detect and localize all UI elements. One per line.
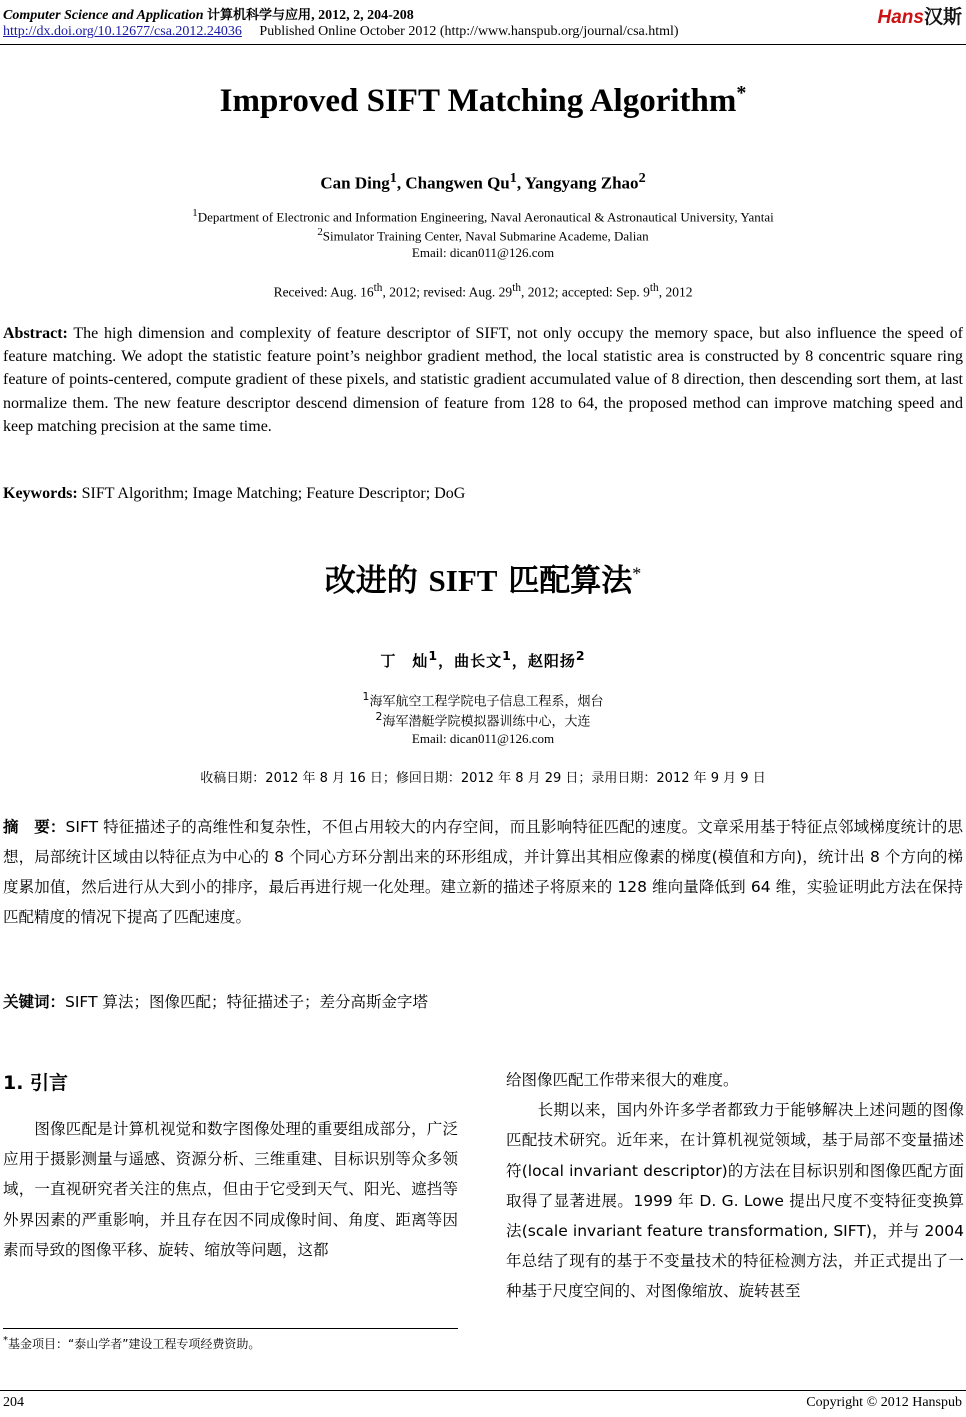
aff-sup: 1	[192, 207, 198, 219]
english-abstract	[3, 322, 963, 438]
english-affiliation-2	[0, 226, 966, 244]
english-title-text: Improved SIFT Matching Algorithm	[219, 83, 737, 119]
logo-cn: 汉斯	[923, 7, 962, 28]
hans-logo	[878, 2, 962, 29]
chinese-affiliation-2: $^2$海军潜艇学院模拟器训练中心，大连	[375, 710, 591, 730]
author-name: Changwen Qu	[405, 173, 510, 193]
journal-name-cn: 计算机科学与应用	[207, 8, 312, 23]
author-sup: 1	[509, 170, 517, 186]
author-sep: ,	[516, 173, 525, 193]
footnote-mark: *	[3, 1335, 8, 1346]
abstract-text: The high dimension and complexity of feature descriptor of SIFT, not only occupy the memory space, but also influence the speed of feature matching. We adopt the statistic feature point’s neighbor gradient method, the local statistic area is constructed by 8 concentric square ring feature of points-centered, compute gradient of these pixels, and statistic gradient accumulated value of 8 direction, then descending sort them, at last normalize them. The new feature descriptor descend dimension of feature from 128 to 64, the proposed method can improve matching speed and keep matching precision at the same time.	[3, 325, 963, 435]
aff-sup: 2	[317, 226, 323, 238]
keywords-label: Keywords:	[3, 485, 78, 502]
title-footnote-mark: *	[736, 82, 747, 104]
author-name: Can Ding	[320, 173, 390, 193]
english-authors	[0, 170, 966, 194]
english-email: Email: dican011@126.com	[411, 245, 555, 260]
english-title	[0, 82, 966, 120]
published-online: Published Online October 2012 (http://www.hanspub.org/journal/csa.html)	[259, 24, 679, 39]
english-keywords	[3, 485, 465, 503]
aff-text: Simulator Training Center, Naval Submarine Academe, Dalian	[322, 228, 649, 244]
author-name: 曲长文	[454, 652, 503, 670]
keywords-label-cn: 关键词：	[3, 993, 66, 1011]
author-name: Yangyang Zhao	[524, 173, 639, 193]
chinese-dates: 收稿日期：2012 年 8 月 16 日；修回日期：2012 年 8 月 29 日；录用日期：2012 年 9 月 9 日	[200, 771, 766, 786]
doi-link[interactable]: http://dx.doi.org/10.12677/csa.2012.24036	[3, 24, 242, 39]
keywords-text-cn: SIFT 算法；图像匹配；特征描述子；差分高斯金字塔	[65, 993, 428, 1011]
english-dates: Received: Aug. 16th, 2012; revised: Aug. 29th, 2012; accepted: Sep. 9th, 2012	[273, 282, 693, 300]
footnote	[3, 1335, 260, 1352]
footer-rule	[0, 1390, 966, 1391]
chinese-authors: 丁 灿$^1$，曲长文$^1$，赵阳扬$^2$	[380, 648, 586, 670]
journal-name: Computer Science and Application	[3, 8, 204, 23]
copyright-notice: Copyright © 2012 Hanspub	[806, 1395, 962, 1410]
section-heading-introduction: 1. 引言	[3, 1072, 69, 1094]
right-column	[506, 1065, 964, 1307]
header-rule	[0, 44, 966, 45]
author-name: 赵阳扬	[527, 652, 576, 670]
abstract-label-cn: 摘 要：	[3, 818, 66, 836]
author-sup: 1	[389, 170, 397, 186]
aff-text: Department of Electronic and Information Engineering, Naval Aeronautical & Astronautical University, Yantai	[197, 209, 774, 225]
chinese-affiliation-1: $^1$海军航空工程学院电子信息工程系，烟台	[362, 690, 604, 710]
abstract-text-cn: SIFT 特征描述子的高维性和复杂性，不但占用较大的内存空间，而且影响特征匹配的速度。文章采用基于特征点邻域梯度统计的思想，局部统计区域由以特征点为中心的 8 个同心方环分割出来的环形组成，并计算出其相应像素的梯度(模值和方向)，统计出 8 个方向的梯度累加值，然后进行从大到小的排序，最后再进行规一化处理。建立新的描述子将原来的 128 维向量降低到 64 维，实验证明此方法在保持匹配精度的情况下提高了匹配速度。	[3, 818, 963, 926]
author-sup: 2	[638, 170, 646, 186]
author-sep: ,	[396, 173, 406, 193]
journal-volume: , 2012, 2, 204-208	[311, 8, 414, 23]
chinese-email: Email: dican011@126.com	[411, 731, 555, 746]
logo-latin: Hans	[877, 7, 924, 28]
header-doi-line	[3, 24, 679, 40]
right-paragraph-2: 长期以来，国内外许多学者都致力于能够解决上述问题的图像匹配技术研究。近年来，在计算机视觉领域，基于局部不变量描述符(local invariant descriptor)的方法在目标识别和图像匹配方面取得了显著进展。1999 年 D. G. Lowe 提出尺度不变特征变换算法(scale invariant feature transformation, SIFT)，并与 2004 年总结了现有的基于不变量技术的特征检测方法，并正式提出了一种基于尺度空间的、对图像缩放、旋转甚至	[506, 1101, 964, 1301]
author-name: 丁 灿	[380, 652, 429, 670]
chinese-title: 改进的 SIFT 匹配算法*	[324, 563, 642, 599]
journal-header	[3, 4, 414, 24]
left-column-paragraph: 图像匹配是计算机视觉和数字图像处理的重要组成部分，广泛应用于摄影测量与遥感、资源分析、三维重建、目标识别等众多领域，一直视研究者关注的焦点，但由于它受到天气、阳光、遮挡等外界因素的严重影响，并且存在因不同成像时间、角度、距离等因素而导致的图像平移、旋转、缩放等问题，这都	[3, 1120, 458, 1259]
page-number: 204	[3, 1395, 24, 1410]
abstract-label: Abstract:	[3, 325, 68, 342]
title-footnote-mark: *	[632, 563, 642, 584]
chinese-keywords	[3, 990, 428, 1012]
footnote-rule	[3, 1328, 458, 1329]
chinese-abstract	[3, 812, 963, 932]
keywords-text: SIFT Algorithm; Image Matching; Feature Descriptor; DoG	[77, 485, 466, 502]
english-affiliation-1	[0, 207, 966, 225]
right-paragraph-1: 给图像匹配工作带来很大的难度。	[506, 1071, 739, 1089]
footnote-text: 基金项目：“泰山学者”建设工程专项经费资助。	[8, 1337, 261, 1351]
